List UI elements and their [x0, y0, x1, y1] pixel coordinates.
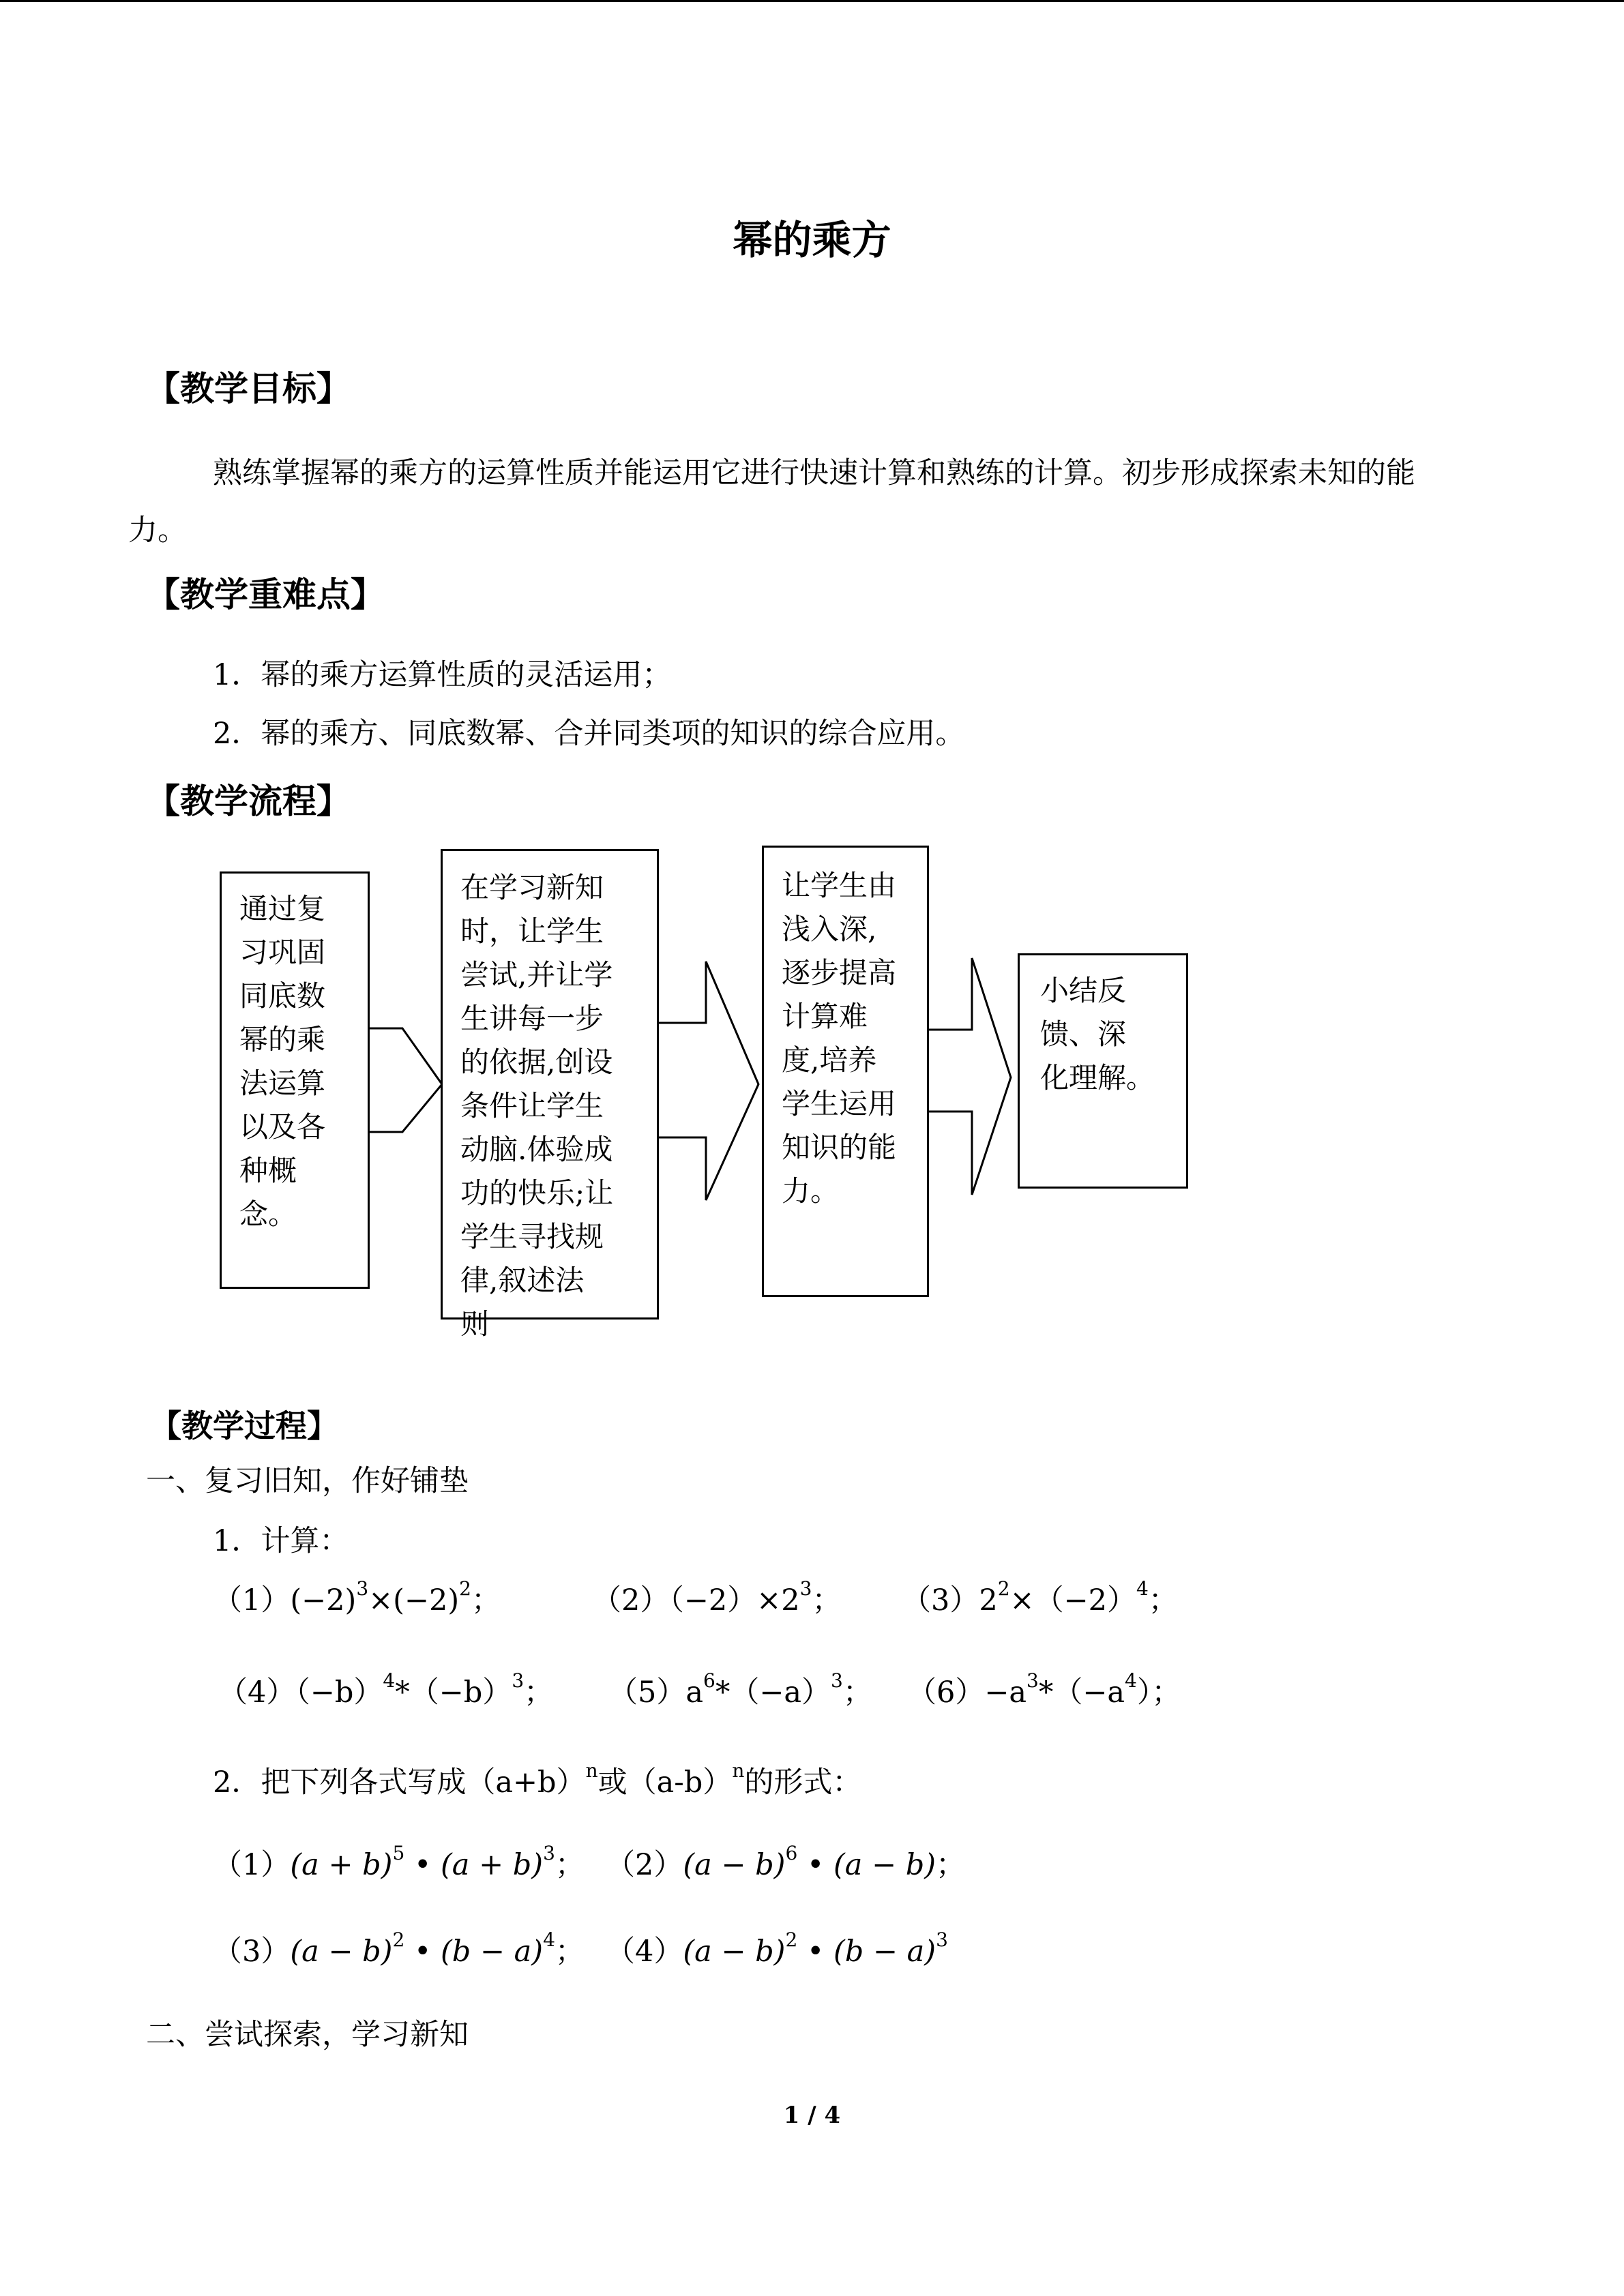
expr-end: ； — [842, 1675, 872, 1710]
key-point-1: 1．幂的乘方运算性质的灵活运用； — [213, 658, 672, 692]
item-label: （1） — [213, 1848, 291, 1882]
q1-item-3 — [902, 1572, 1178, 1629]
expr-exponent: 6 — [785, 1842, 798, 1864]
expr-base: （−b） — [295, 1675, 383, 1710]
part1-heading: 一、复习旧知，作好铺垫 — [146, 1464, 469, 1498]
flow-box-2-line: 功的快乐;让 — [460, 1176, 614, 1210]
expr-base: 2 — [979, 1583, 998, 1617]
flow-box-2-line: 条件让学生 — [460, 1089, 604, 1122]
q2-item-1 — [213, 1836, 585, 1894]
flow-box-4-line: 小结反 — [1040, 974, 1127, 1007]
expr-dot: • — [797, 1848, 833, 1882]
expr-base: (−2) — [393, 1583, 460, 1617]
q2-item-3 — [213, 1923, 585, 1980]
flow-box-2-line: 律,叙述法 — [460, 1264, 585, 1297]
expr-exponent: 2 — [459, 1577, 471, 1600]
flow-box-1-line: 法运算 — [239, 1067, 326, 1100]
expr-base: (−2) — [290, 1583, 357, 1617]
expr-dot: • — [404, 1848, 441, 1882]
expr-base: (a − b) — [833, 1848, 936, 1882]
flow-box-1-line: 念。 — [239, 1197, 297, 1231]
flow-box-1-line: 同底数 — [239, 979, 326, 1013]
flow-box-2-line: 尝试,并让学 — [460, 958, 613, 992]
flow-box-3 — [762, 846, 929, 1297]
flow-heading: 【教学流程】 — [146, 781, 351, 821]
flow-box-4-line: 馈、深 — [1040, 1017, 1127, 1051]
expr-base: (b − a) — [440, 1935, 544, 1969]
expr-exponent: 4 — [543, 1928, 555, 1951]
flow-box-3-line: 浅入深, — [782, 912, 877, 946]
expr-base: (a + b) — [290, 1848, 393, 1882]
flow-box-3-line: 知识的能 — [782, 1131, 897, 1164]
item-label: （6） — [907, 1675, 985, 1710]
expr-operator: × — [368, 1583, 394, 1617]
expr-end: ； — [524, 1675, 554, 1710]
flow-arrow-1 — [367, 1028, 442, 1132]
flow-box-2-line: 生讲每一步 — [460, 1002, 604, 1035]
q2-exponent: n — [585, 1759, 598, 1782]
goal-text: 熟练掌握幂的乘方的运算性质并能运用它进行快速计算和熟练的计算。初步形成探索未知的能力。 — [128, 456, 1415, 548]
q1-item-2 — [592, 1572, 841, 1629]
q2-item-4 — [606, 1923, 948, 1980]
expr-exponent: 3 — [936, 1928, 948, 1951]
flow-box-3-line: 学生运用 — [782, 1087, 897, 1120]
expr-exponent: 5 — [392, 1842, 405, 1864]
expr-base: (b − a) — [833, 1935, 936, 1969]
expr-base: (a + b) — [440, 1848, 544, 1882]
flow-box-2-line: 则 — [460, 1307, 490, 1341]
item-label: （5） — [608, 1675, 686, 1710]
part2-heading: 二、尝试探索，学习新知 — [146, 2018, 469, 2052]
question-1-label: 1．计算： — [213, 1524, 349, 1558]
expr-exponent: 4 — [1125, 1669, 1137, 1692]
expr-end: ； — [936, 1848, 966, 1882]
item-label: （3） — [902, 1583, 979, 1617]
flow-box-2-line: 的依据,创设 — [460, 1045, 613, 1079]
q2-exponent: n — [732, 1759, 745, 1782]
expr-base: (a − b) — [683, 1848, 786, 1882]
expr-end: ； — [1148, 1583, 1178, 1617]
expr-exponent: 3 — [512, 1669, 525, 1692]
q2-item-2 — [606, 1836, 965, 1894]
expr-exponent: 3 — [1027, 1669, 1039, 1692]
flow-box-1-line: 通过复 — [239, 892, 326, 925]
flow-box-4 — [1018, 953, 1188, 1189]
key-points-heading: 【教学重难点】 — [146, 574, 385, 614]
expr-end: ）； — [1136, 1675, 1181, 1710]
expr-base: (a − b) — [683, 1935, 786, 1969]
expr-dot: • — [797, 1935, 833, 1969]
q2-text-part: 的形式： — [744, 1765, 862, 1800]
expr-operator: *（−a — [1038, 1675, 1125, 1710]
flow-box-3-line: 让学生由 — [782, 869, 897, 902]
flow-box-2-line: 动脑.体验成 — [460, 1133, 613, 1166]
expr-exponent: 3 — [799, 1577, 812, 1600]
expr-operator: *（−a） — [715, 1675, 831, 1710]
q1-item-5 — [608, 1664, 872, 1721]
item-label: （4） — [218, 1675, 296, 1710]
flow-box-1 — [220, 871, 370, 1289]
expr-end: ； — [555, 1935, 585, 1969]
flow-box-3-line: 力。 — [782, 1174, 840, 1208]
q1-item-6 — [907, 1664, 1181, 1721]
question-2-text — [213, 1754, 861, 1811]
flow-box-2 — [441, 849, 659, 1341]
flow-box-2-line: 时，让学生 — [460, 914, 604, 948]
process-heading: 【教学过程】 — [150, 1407, 338, 1444]
q2-text-part: 2．把下列各式写成（a+b） — [213, 1765, 586, 1800]
page-number: 1 / 4 — [783, 2102, 841, 2129]
q1-item-4 — [218, 1664, 553, 1721]
expr-exponent: 3 — [543, 1842, 555, 1864]
item-label: （2） — [606, 1848, 683, 1882]
page-title: 幂的乘方 — [733, 217, 891, 263]
expr-exponent: 2 — [997, 1577, 1010, 1600]
expr-base: （−2）×2 — [669, 1583, 800, 1617]
expr-operator: ×（−2） — [1009, 1583, 1136, 1617]
expr-exponent: 3 — [356, 1577, 369, 1600]
expr-exponent: 3 — [831, 1669, 843, 1692]
item-label: （4） — [606, 1935, 683, 1969]
flow-box-1-line: 种概 — [239, 1154, 297, 1187]
flow-box-1-line: 幂的乘 — [239, 1023, 326, 1056]
goal-heading: 【教学目标】 — [146, 368, 351, 408]
flow-arrow-2 — [656, 961, 758, 1200]
expr-exponent: 4 — [383, 1669, 396, 1692]
flow-box-1-line: 以及各 — [239, 1110, 326, 1144]
expr-exponent: 2 — [392, 1928, 405, 1951]
expr-base: (a − b) — [290, 1935, 393, 1969]
flow-box-2-line: 学生寻找规 — [460, 1220, 604, 1253]
expr-exponent: 4 — [1136, 1577, 1149, 1600]
expr-base: −a — [984, 1675, 1027, 1710]
item-label: （1） — [213, 1583, 291, 1617]
flow-box-2-line: 在学习新知 — [460, 871, 604, 904]
expr-operator: *（−b） — [395, 1675, 512, 1710]
expr-end: ； — [555, 1848, 585, 1882]
flow-arrow-3 — [926, 958, 1011, 1195]
expr-exponent: 2 — [785, 1928, 798, 1951]
expr-base: a — [685, 1675, 703, 1710]
flow-box-4-line: 化理解。 — [1040, 1061, 1155, 1094]
expr-end: ； — [471, 1583, 501, 1617]
expr-end: ； — [812, 1583, 842, 1617]
q1-item-1 — [213, 1572, 501, 1629]
flow-box-3-line: 计算难 — [782, 1000, 868, 1033]
item-label: （2） — [592, 1583, 670, 1617]
expr-exponent: 6 — [703, 1669, 715, 1692]
q2-text-part: 或（a-b） — [597, 1765, 733, 1800]
expr-dot: • — [404, 1935, 441, 1969]
flow-box-1-line: 习巩固 — [239, 936, 326, 969]
flow-box-3-line: 度,培养 — [782, 1043, 877, 1077]
item-label: （3） — [213, 1935, 291, 1969]
flow-box-3-line: 逐步提高 — [782, 956, 897, 989]
key-point-2: 2．幂的乘方、同底数幂、合并同类项的知识的综合应用。 — [213, 717, 965, 751]
